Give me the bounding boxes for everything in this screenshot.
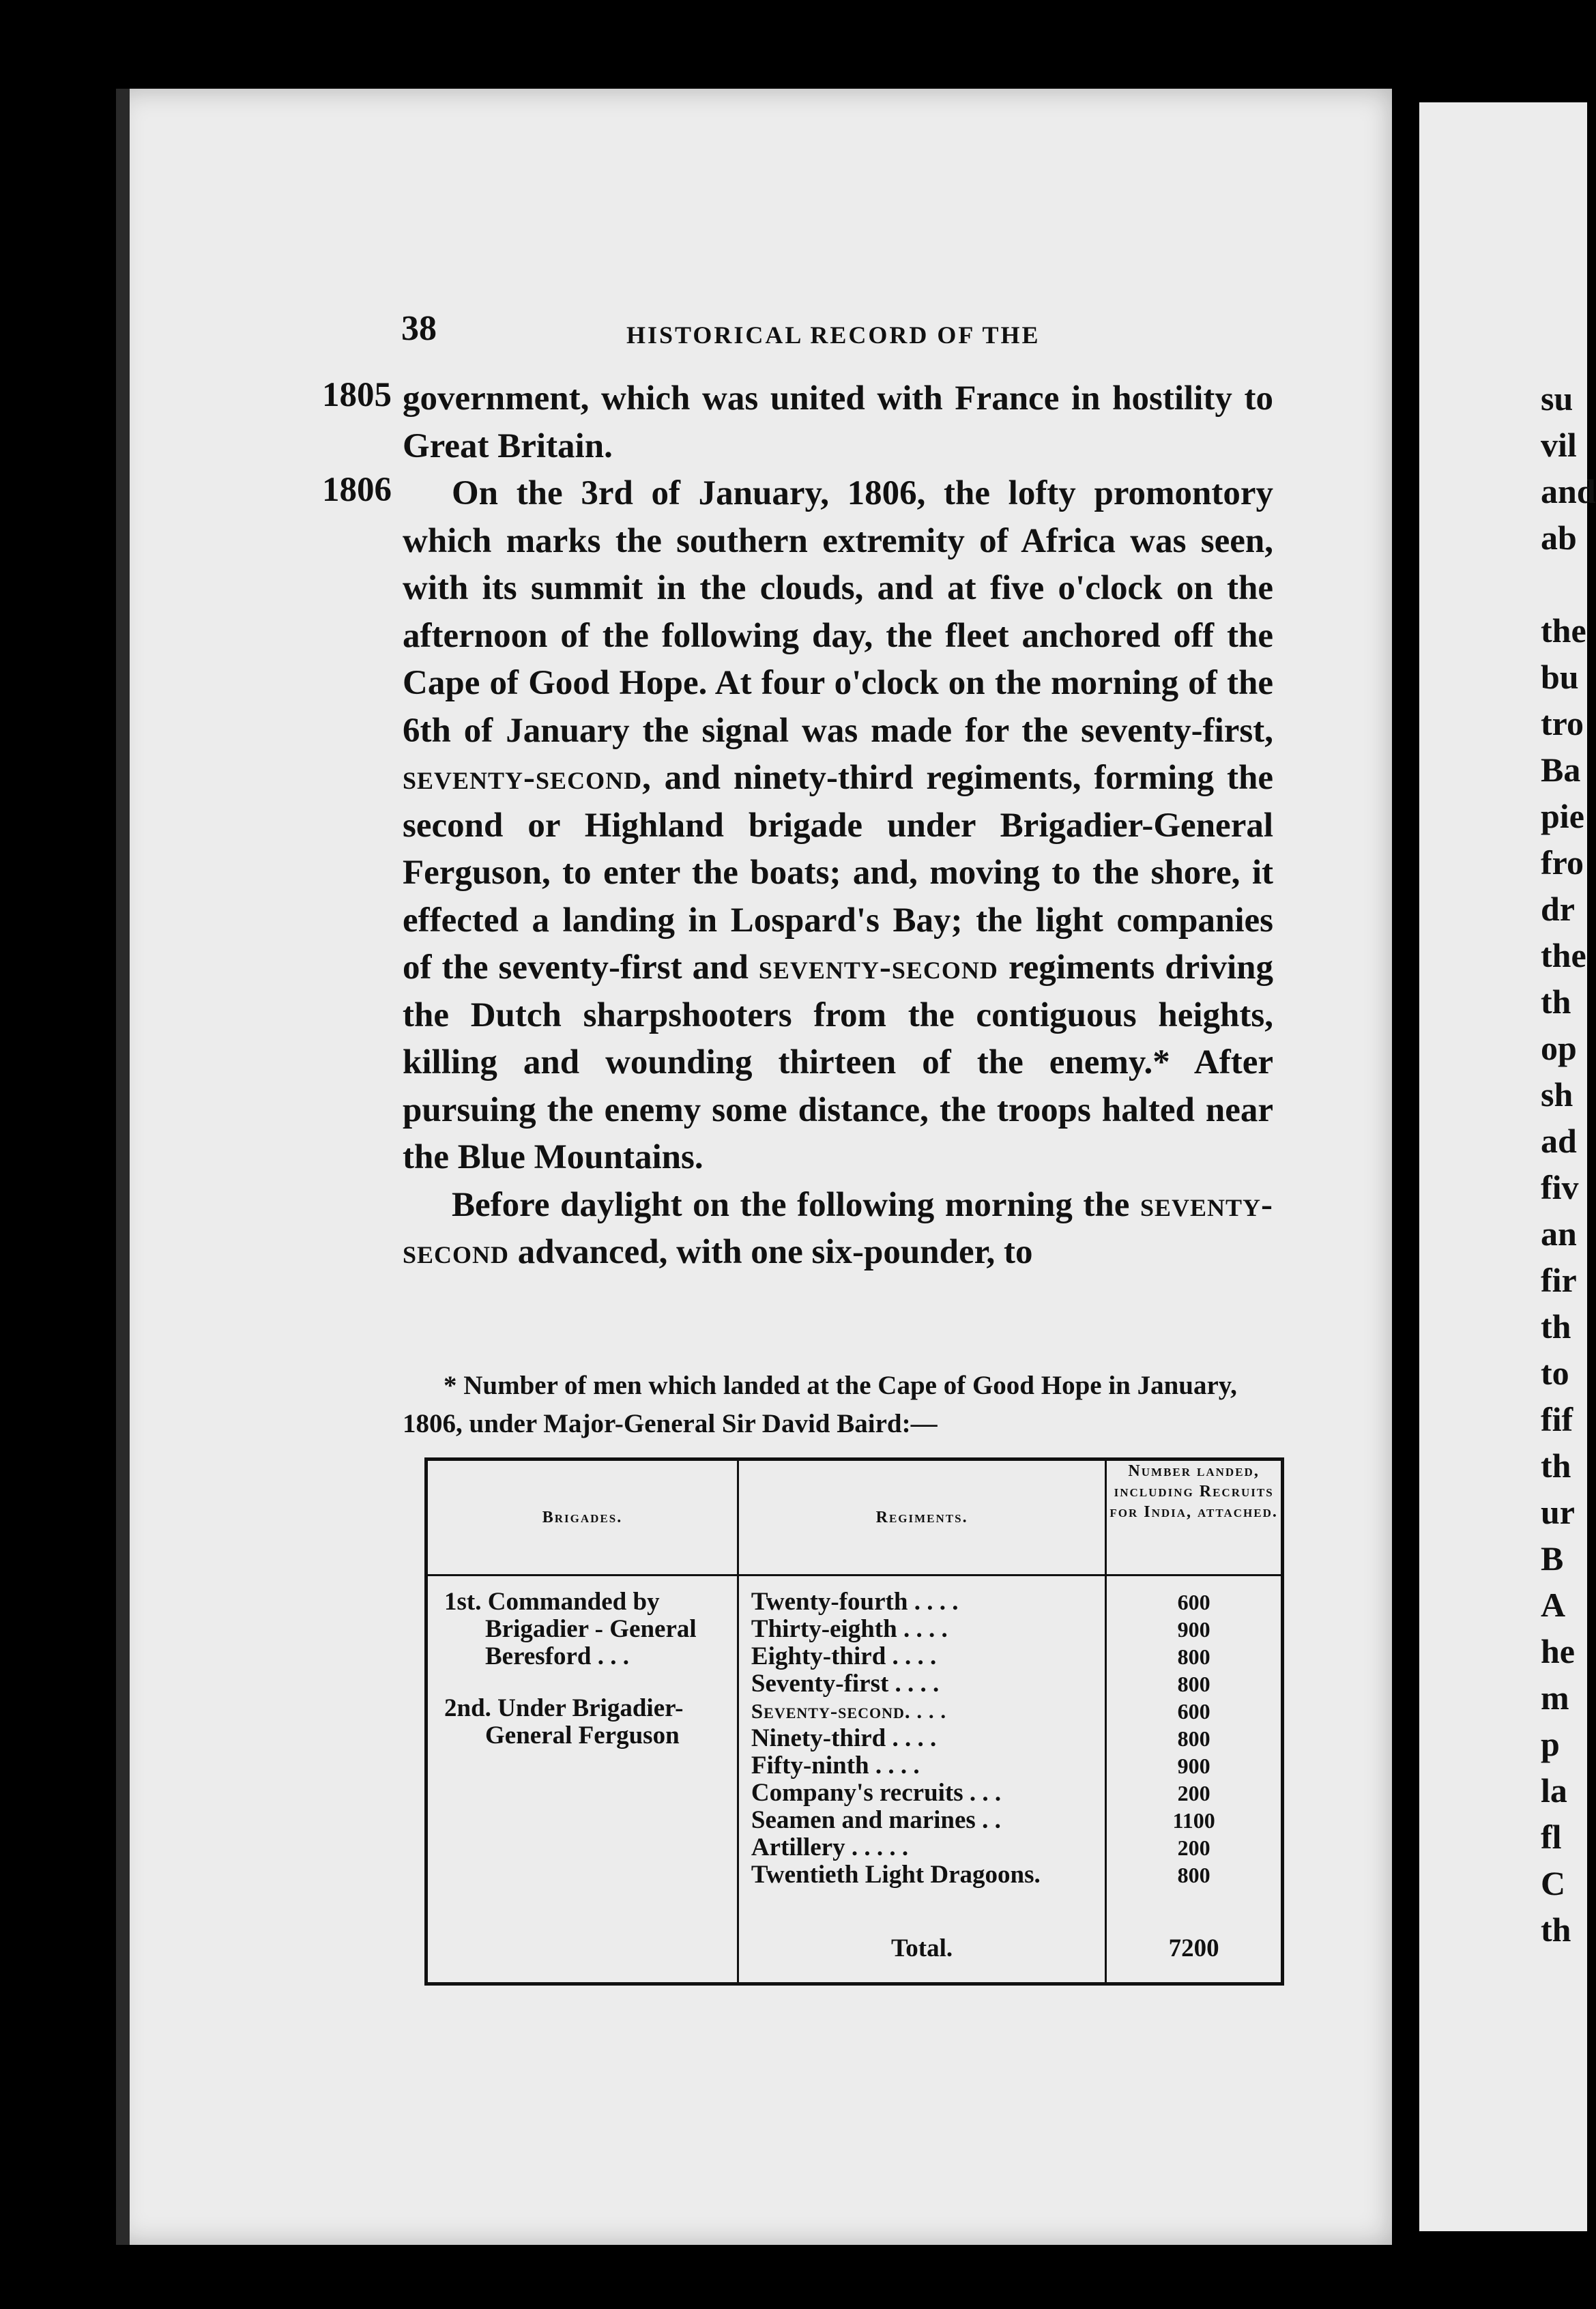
body-text	[403, 375, 1273, 1277]
number-row: 600	[1177, 1590, 1210, 1614]
page-number: 38	[401, 309, 437, 348]
brigades-cell	[426, 1575, 738, 1915]
regiment-row: Twenty-fourth . . . .	[751, 1588, 959, 1616]
regiment-row: Fifty-ninth . . . .	[751, 1752, 920, 1780]
number-row: 800	[1177, 1672, 1210, 1696]
paragraph-2: On the 3rd of January, 1806, the lofty promontory which marks the southern extremity of Africa was seen, with its summit in the clouds, and at five o'clock on the afternoon of the following day, the fleet anchored off the Cape of Good Hope. At four o'clock on the morning of the 6th of January the signal was made for the seventy-first, seventy-second, and ninety-third regiments, forming the second or Highland brigade under Brigadier-General Ferguson, to enter the boats; and, moving to the shore, it effected a landing in Lospard's Bay; the light companies of the seventy-first and seventy-second regiments driving the Dutch sharpshooters from the contiguous heights, killing and wounding thirteen of the enemy.* After pursuing the enemy some distance, the troops halted near the Blue Mountains.	[403, 474, 1273, 1176]
footnote: * Number of men which landed at the Cape of Good Hope in January, 1806, under Major-General Sir David Baird:—	[403, 1371, 1237, 1438]
brigade-2: 2nd. Under Brigadier- General Ferguson	[444, 1694, 684, 1749]
header-regiments: Regiments.	[738, 1460, 1105, 1575]
header-brigades: Brigades.	[426, 1460, 738, 1575]
total-value: 7200	[1106, 1914, 1283, 1984]
number-row: 1100	[1172, 1808, 1215, 1833]
regiments-cell	[738, 1575, 1105, 1915]
header-number: Number landed, including Recruits for India, attached.	[1106, 1460, 1283, 1575]
regiment-row: Seventy-second. . . .	[751, 1699, 947, 1723]
number-row: 900	[1177, 1754, 1210, 1778]
regiment-row: Ninety-third . . . .	[751, 1724, 937, 1752]
number-row: 900	[1177, 1617, 1210, 1642]
regiment-row: Seventy-first . . . .	[751, 1670, 940, 1698]
margin-year-1806: 1806	[322, 471, 392, 509]
regiment-row: Eighty-third . . . .	[751, 1642, 937, 1670]
paragraph-3: Before daylight on the following morning the seventy-second advanced, with one six-pounder, to	[403, 1185, 1273, 1271]
number-row: 800	[1177, 1644, 1210, 1669]
troops-table	[424, 1457, 1284, 1986]
total-empty-cell	[426, 1914, 738, 1984]
paragraph-1: government, which was united with France in hostility to Great Britain.	[403, 379, 1273, 465]
regiment-row: Artillery . . . . .	[751, 1833, 909, 1861]
number-row: 200	[1177, 1835, 1210, 1860]
numbers-cell	[1106, 1575, 1283, 1915]
running-head: HISTORICAL RECORD OF THE	[626, 321, 1041, 349]
brigade-1: 1st. Commanded by Brigadier - General Beresford . . .	[444, 1588, 697, 1670]
margin-year-1805: 1805	[322, 376, 392, 414]
number-row: 800	[1177, 1863, 1210, 1887]
number-row: 200	[1177, 1781, 1210, 1805]
regiment-row: Twentieth Light Dragoons.	[751, 1861, 1041, 1889]
total-label: Total.	[738, 1914, 1105, 1984]
right-page-fragments: su vil and ab the bu tro Ba pie fro dr the th op sh ad fiv an fir th to fif th ur B A he m p la fl C th	[1541, 379, 1596, 1949]
number-row: 600	[1177, 1699, 1210, 1724]
regiment-row: Thirty-eighth . . . .	[751, 1615, 948, 1643]
regiment-row: Company's recruits . . .	[751, 1779, 1002, 1807]
regiment-row: Seamen and marines . .	[751, 1806, 1001, 1834]
number-row: 800	[1177, 1726, 1210, 1751]
